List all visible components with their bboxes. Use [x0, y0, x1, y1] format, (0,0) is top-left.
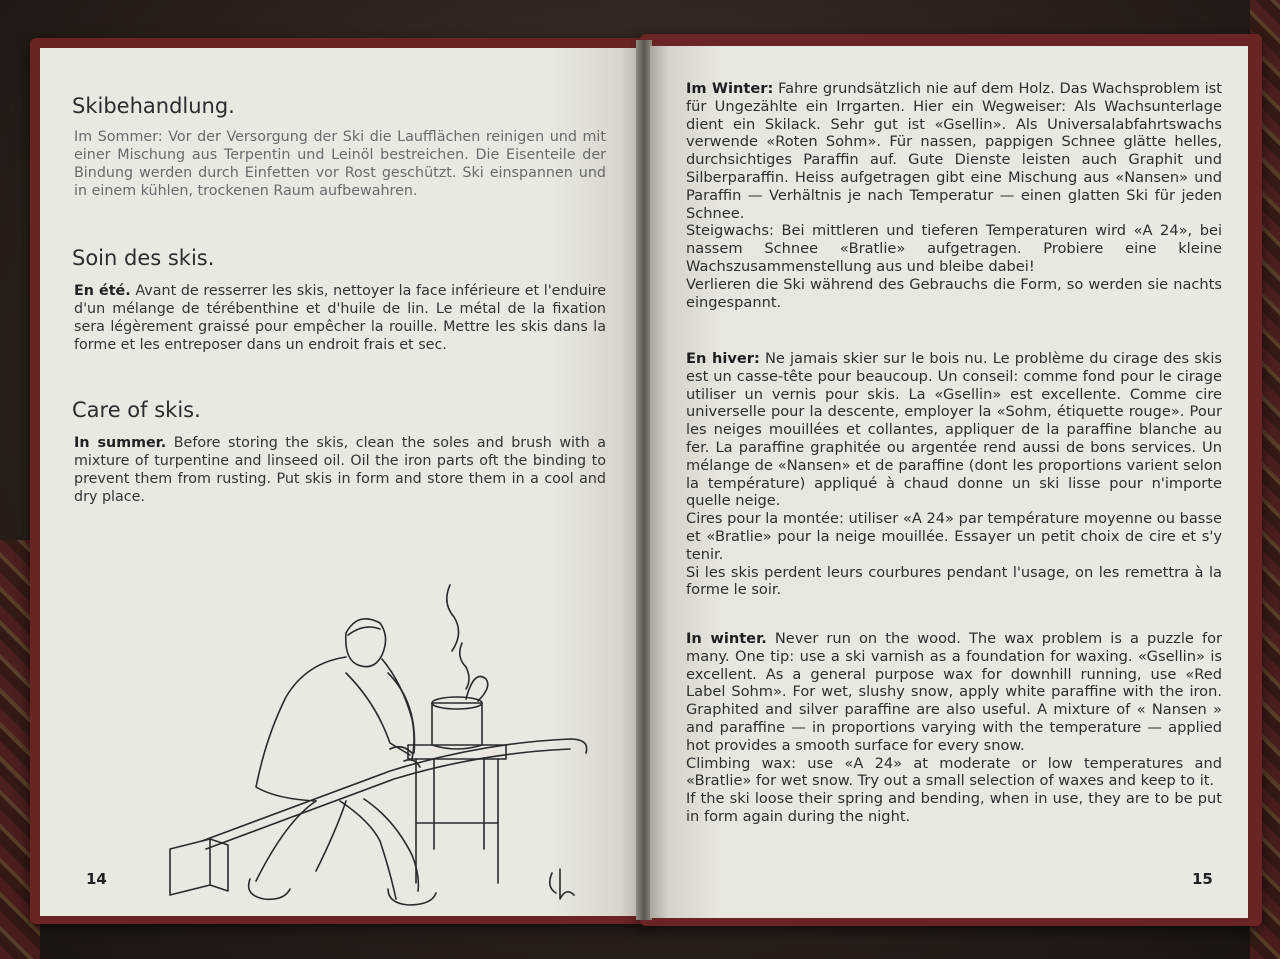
heading-english: Care of skis.	[72, 398, 201, 422]
label-in-summer: In summer.	[74, 435, 167, 451]
text-form-fr: Si les skis perdent leurs courbures pendant l'usage, on les remettra à la forme le soir.	[686, 563, 1222, 599]
text-form-de: Verlieren die Ski während des Gebrauchs die Form, so werden sie nachts eingespannt.	[686, 275, 1222, 311]
heading-german: Skibehandlung.	[72, 94, 235, 118]
text-im-winter: Fahre grundsätzlich nie auf dem Holz. Das Wachsproblem ist für Ungezählte ein Irrgarten. Hier ein Wegweiser: Als Wachsunterlage dient ein Skilack. Sehr gut ist «Gsellin». Als Universalabfahrtswachs verwende «Roten Sohm». Für nassen, pappigen Schnee glätte helles, durchsichtiges Paraffin auf. Gute Dienste leisten auch Graphit und Silberparaffin. Heiss aufgetragen gibt eine Mischung aus «Nansen» und Paraffin — Verhältnis je nach Temperatur — einen glatten Ski für jeden Schnee.	[686, 80, 1223, 222]
paragraph-winter-french	[686, 350, 1222, 599]
text-im-sommer: Vor der Versorgung der Ski die Laufflächen reinigen und mit einer Mischung aus Terpentin und Leinöl bestreichen. Die Eisenteile der Bindung werden durch Einfetten vor Rost geschützt. Ski einspannen und in einem kühlen, trockenen Raum aufbewahren.	[74, 129, 607, 199]
page-number-left: 14	[86, 870, 107, 888]
left-page	[40, 48, 638, 916]
text-steigwachs: Steigwachs: Bei mittleren und tieferen Temperaturen wird «A 24», bei nassem Schnee «Bratlie» aufgetragen. Probiere eine kleine Wachszusammenstellung aus und bleibe dabei!	[686, 222, 1222, 275]
right-page	[650, 46, 1248, 918]
ski-waxing-illustration	[150, 573, 610, 913]
text-cires-montee: Cires pour la montée: utiliser «A 24» par température moyenne ou basse et «Bratlie» pour la neige mouillée. Essayer un petit choix de cire et s'y tenir.	[686, 510, 1222, 563]
text-in-winter: Never run on the wood. The wax problem is a puzzle for many. One tip: use a ski varnish as a foundation for waxing. «Gsellin» is excellent. As a general purpose wax for downhill running, use «Red Label Sohm». For wet, slushy snow, apply white paraffine with the iron. Graphited and silver paraffine are also useful. A mixture of « Nansen » and paraffine — in proportions varying with the temperature — applied hot provides a smooth surface for every snow.	[686, 630, 1223, 754]
illustration-signature	[560, 873, 573, 886]
text-in-summer: Before storing the skis, clean the soles and brush with a mixture of turpentine and linseed oil. Oil the iron parts oft the binding to prevent them from rusting. Put skis in form and store them in a cool and dry place.	[74, 435, 606, 505]
paragraph-french	[74, 282, 606, 354]
label-en-hiver: En hiver:	[686, 350, 760, 367]
page-number-right: 15	[1192, 870, 1213, 888]
text-climbing-wax: Climbing wax: use «A 24» at moderate or low temperatures and «Bratlie» for wet snow. Try out a small selection of waxes and keep to it.	[686, 754, 1222, 790]
label-im-winter: Im Winter:	[686, 80, 774, 97]
paragraph-german	[74, 128, 606, 200]
label-en-ete: En été.	[74, 283, 131, 299]
paragraph-winter-german	[686, 80, 1222, 311]
label-in-winter: In winter.	[686, 630, 767, 647]
paragraph-english	[74, 434, 606, 506]
heading-french: Soin des skis.	[72, 246, 215, 270]
text-en-ete: Avant de resserrer les skis, nettoyer la face inférieure et l'enduire d'un mélange de térébenthine et d'huile de lin. Le métal de la fixation sera légèrement graissé pour empêcher la rouille. Mettre les skis dans la forme et les entreposer dans un endroit frais et sec.	[74, 283, 607, 353]
label-im-sommer: Im Sommer:	[74, 129, 163, 145]
paragraph-winter-english	[686, 630, 1222, 826]
text-en-hiver: Ne jamais skier sur le bois nu. Le problème du cirage des skis est un casse-tête pour beaucoup. Un conseil: comme fond pour le cirage utiliser un vernis pour skis. La «Gsellin» est excellente. Comme cire universelle pour la descente, employer la «Sohm, étiquette rouge». Pour les neiges mouillées et collantes, appliquer de la paraffine blanche au fer. La paraffine graphitée ou argentée rend aussi de bons services. Un mélange de «Nansen» et de paraffine (dont les proportions varient selon la température) appliqué à chaud donne un ski lisse pour n'importe quelle neige.	[686, 350, 1223, 510]
text-form-en: If the ski loose their spring and bending, when in use, they are to be put in form again during the night.	[686, 790, 1222, 825]
